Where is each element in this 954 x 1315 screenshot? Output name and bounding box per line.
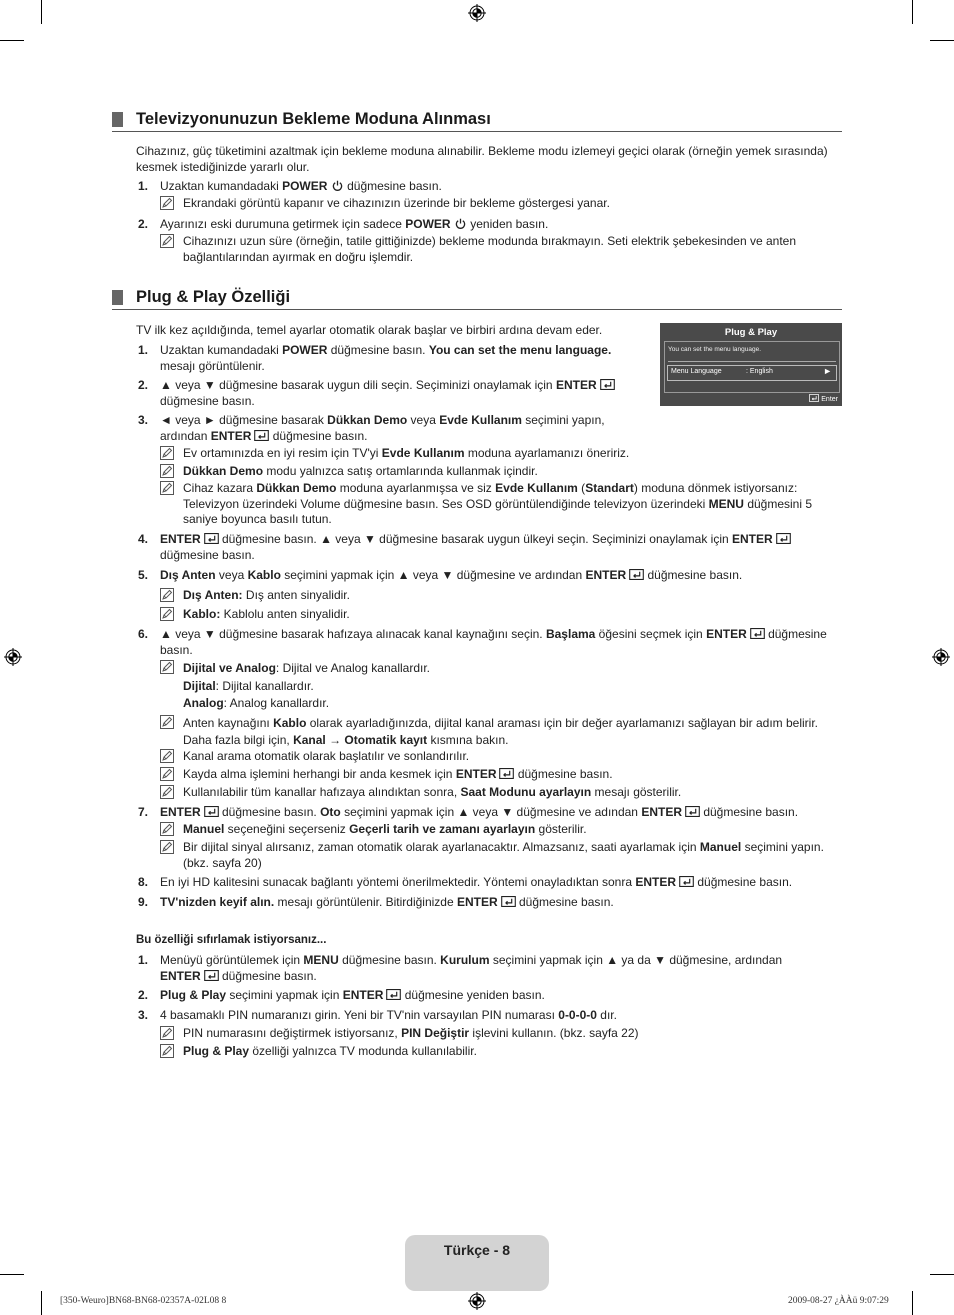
text-span: Ev ortamınızda en iyi resim için TV'yi xyxy=(183,446,382,460)
enter-key-icon xyxy=(629,569,644,580)
text-span: Evde Kullanım xyxy=(495,481,578,495)
print-slug-right: 2009-08-27 ¿ÀÀü 9:07:29 xyxy=(788,1296,889,1306)
text-span: seçimini yapmak için ▲ ya da ▼ düğmesine, ardından xyxy=(489,953,783,967)
plug-note-7a xyxy=(183,822,842,838)
step-number: 6. xyxy=(138,627,149,641)
note-pencil-icon xyxy=(160,234,174,248)
text-span: Kablo xyxy=(273,716,307,730)
crop-mark xyxy=(41,0,42,24)
note-pencil-icon xyxy=(160,1044,174,1058)
text-span: ENTER xyxy=(455,767,497,781)
text-span: Manuel xyxy=(699,840,742,854)
note-pencil-icon xyxy=(160,785,174,799)
registration-mark-icon xyxy=(468,1292,486,1310)
text-span: öğesini seçmek için xyxy=(595,627,707,641)
text-span: Dış Anten xyxy=(160,568,216,582)
text-span: Cihaz kazara xyxy=(183,481,257,495)
osd-enter-hint xyxy=(809,394,838,403)
plug-step-1 xyxy=(160,343,640,374)
text-span: ENTER xyxy=(160,968,201,983)
text-span: ENTER xyxy=(732,532,773,546)
enter-key-icon xyxy=(254,430,269,441)
section-title-plug-play xyxy=(112,287,842,310)
title-bar-marker xyxy=(112,112,123,127)
enter-key-icon xyxy=(386,989,401,1000)
plug-step-7 xyxy=(160,805,842,821)
text-span: POWER xyxy=(405,217,451,231)
plug-note-6e xyxy=(183,785,842,801)
text-span: Plug & Play xyxy=(183,1044,250,1058)
note-pencil-icon xyxy=(160,446,174,460)
step-number: 2. xyxy=(138,988,149,1002)
text-span: düğmesini 5 saniye boyunca basılı tutun. xyxy=(183,496,813,526)
text-span: düğmesine basın. xyxy=(338,953,441,967)
step-number: 1. xyxy=(138,343,149,357)
crop-mark xyxy=(0,1274,24,1275)
osd-divider xyxy=(668,361,836,362)
reset-note-1 xyxy=(183,1026,842,1042)
text-span: ENTER xyxy=(210,428,252,443)
note-pencil-icon xyxy=(160,749,174,763)
plug-note-7b xyxy=(183,840,842,871)
text-span: Dış anten sinyalidir. xyxy=(242,588,350,602)
text-span: TV'nizden keyif alın. xyxy=(160,895,275,909)
osd-plug-play-screen xyxy=(660,323,842,406)
text-span: Bir dijital sinyal alırsanız, zaman otomatik olarak ayarlanacaktır. Almazsanız, saati ayarlamak için xyxy=(183,840,700,854)
text-span: mesajı görüntülenir. Bitirdiğinizde xyxy=(274,895,457,909)
plug-step-9 xyxy=(160,895,842,911)
plug-step-6 xyxy=(160,627,842,658)
text-span: düğmesine basın. xyxy=(343,179,442,193)
plug-play-intro: TV ilk kez açıldığında, temel ayarlar otomatik olarak başlar ve birbiri ardına devam eder. xyxy=(136,323,603,337)
text-span: Kablo xyxy=(247,568,281,582)
enter-key-icon xyxy=(499,768,514,779)
text-span: Kurulum xyxy=(440,953,490,967)
reset-step-3 xyxy=(160,1008,842,1024)
text-span: ▲ veya ▼ düğmesine basarak uygun dili seçin. Seçiminizi onaylamak için xyxy=(160,378,556,392)
text-span: moduna ayarlanmışsa ve siz xyxy=(336,481,496,495)
registration-mark-icon xyxy=(468,4,486,22)
note-pencil-icon xyxy=(160,840,174,854)
text-span: POWER xyxy=(282,179,328,193)
enter-key-icon xyxy=(600,379,615,390)
text-span: olarak ayarladığınızda, dijital kanal araması için bir değer ayarlamanızı sağlayan bir adım belirir. Daha fazla bilgi için, xyxy=(183,716,819,747)
step-number: 3. xyxy=(138,1008,149,1022)
enter-key-icon xyxy=(204,533,219,544)
text-span: Otomatik kayıt xyxy=(344,733,428,747)
text-span: Dükkan Demo xyxy=(327,413,408,427)
enter-key-icon xyxy=(809,394,819,402)
crop-mark xyxy=(0,40,24,41)
plug-step-8 xyxy=(160,875,842,891)
plug-note-6a xyxy=(183,660,842,713)
text-span: gösterilir. xyxy=(535,822,587,836)
note-pencil-icon xyxy=(160,481,174,495)
text-span: Enter xyxy=(821,396,838,403)
text-span: En iyi HD kalitesini sunacak bağlantı yöntemi önerilmektedir. Yöntemi onayladıktan sonra xyxy=(160,875,636,889)
osd-menu-language-row xyxy=(667,365,837,381)
text-span: seçimini yapmak için xyxy=(226,988,343,1002)
osd-menu-label: Menu Language xyxy=(671,368,722,375)
text-span: Kullanılabilir tüm kanallar hafızaya alındıktan sonra, xyxy=(183,785,461,799)
text-span: Uzaktan kumandadaki xyxy=(160,179,283,193)
text-span: düğmesine basın. xyxy=(218,805,321,819)
text-span: yeniden basın. xyxy=(466,217,549,231)
text-span: POWER xyxy=(282,343,328,357)
text-span: dır. xyxy=(596,1008,617,1022)
text-span: Uzaktan kumandadaki xyxy=(160,343,283,357)
standby-note-1: Ekrandaki görüntü kapanır ve cihazınızın üzerinde bir bekleme göstergesi yanar. xyxy=(183,196,610,210)
text-span: ▲ veya ▼ düğmesine basarak hafızaya alınacak kanal kaynağını seçin. xyxy=(160,627,546,641)
text-span: : Dijital kanallardır. xyxy=(215,678,314,693)
text-span: düğmesine basın. xyxy=(218,968,317,983)
text-span: düğmesine yeniden basın. xyxy=(401,988,545,1002)
text-span: özelliği yalnızca TV modunda kullanılabilir. xyxy=(249,1044,477,1058)
text-span: seçimini yapın. (bkz. sayfa 20) xyxy=(183,840,824,870)
text-span: seçimini yapmak için ▲ veya ▼ düğmesine ve adından xyxy=(340,805,642,819)
note-pencil-icon xyxy=(160,660,174,674)
print-slug-left: [350-Weuro]BN68-BN68-02357A-02L08 8 xyxy=(60,1296,227,1306)
text-span: moduna ayarlamanızı öneririz. xyxy=(464,446,630,460)
text-span: düğmesine basın. xyxy=(699,805,799,819)
step-number: 1. xyxy=(138,953,149,967)
plug-note-6c: Kanal arama otomatik olarak başlatılır ve sonlandırılır. xyxy=(183,749,470,763)
power-icon xyxy=(455,218,466,229)
text-span: düğmesine basın. xyxy=(160,627,827,657)
text-span: Kayda alma işlemini herhangi bir anda kesmek için xyxy=(183,767,456,781)
plug-note-3b xyxy=(183,464,842,480)
enter-key-icon xyxy=(776,533,791,544)
osd-panel xyxy=(664,341,840,393)
text-span: düğmesine basın. xyxy=(515,895,614,909)
osd-menu-value: : English xyxy=(746,368,773,375)
plug-step-3 xyxy=(160,413,640,444)
note-pencil-icon xyxy=(160,588,174,602)
section-title-text: Televizyonunuzun Bekleme Moduna Alınması xyxy=(136,110,491,128)
reset-step-2 xyxy=(160,988,842,1004)
text-span: Dijital ve Analog xyxy=(183,661,276,675)
text-span: Ayarınızı eski durumuna getirmek için sadece xyxy=(160,217,406,231)
text-span: ENTER xyxy=(635,875,677,889)
text-span: ) moduna dönmek istiyorsanız: Televizyon üzerindeki Volume düğmesine basın. Ses OSD görüntülendiğinde televizyon üzerindeki xyxy=(183,481,798,511)
note-pencil-icon xyxy=(160,607,174,621)
section-title-standby xyxy=(112,109,842,132)
text-span: ENTER xyxy=(342,988,384,1002)
enter-key-icon xyxy=(679,876,694,887)
crop-mark xyxy=(912,1291,913,1315)
text-span: Geçerli tarih ve zamanı ayarlayın xyxy=(349,822,536,836)
plug-note-5a xyxy=(183,588,842,604)
text-span: Oto xyxy=(320,805,341,819)
reset-note-2 xyxy=(183,1044,842,1060)
standby-step-2 xyxy=(160,217,842,233)
step-number: 2. xyxy=(138,378,149,392)
text-span: : Analog kanallardır. xyxy=(223,696,330,710)
text-span: veya xyxy=(215,568,248,582)
text-span: mesajı gösterilir. xyxy=(591,785,682,799)
note-pencil-icon xyxy=(160,196,174,210)
note-pencil-icon xyxy=(160,822,174,836)
text-span: MENU xyxy=(303,953,339,967)
plug-note-6b xyxy=(183,715,842,749)
text-span: ENTER xyxy=(706,627,747,641)
text-span: seçeneğini seçerseniz xyxy=(224,822,350,836)
page-number-tab xyxy=(405,1235,549,1291)
text-span: PIN Değiştir xyxy=(401,1026,470,1040)
text-span: düğmesine basın. xyxy=(160,393,255,408)
text-span: seçimini yapmak için ▲ veya ▼ düğmesine ve ardından xyxy=(280,568,586,582)
text-span: işlevini kullanın. (bkz. sayfa 22) xyxy=(469,1026,639,1040)
text-span: Menüyü görüntülemek için xyxy=(160,953,304,967)
text-span: Evde Kullanım xyxy=(439,413,522,427)
text-span: Kanal xyxy=(293,733,326,747)
text-span: ENTER xyxy=(160,532,201,546)
text-span: Kablolu anten sinyalidir. xyxy=(220,607,350,621)
step-number: 4. xyxy=(138,532,149,546)
text-span: Manuel xyxy=(183,822,225,836)
text-span: Dükkan Demo xyxy=(256,481,337,495)
note-pencil-icon xyxy=(160,767,174,781)
text-span: düğmesine basın. xyxy=(514,767,613,781)
text-span: You can set the menu language. xyxy=(428,343,612,357)
section-title-text: Plug & Play Özelliği xyxy=(136,288,291,306)
crop-mark xyxy=(930,40,954,41)
step-number: 8. xyxy=(138,875,149,889)
text-span: ENTER xyxy=(641,805,682,819)
plug-step-5 xyxy=(160,568,842,584)
text-span: ENTER xyxy=(585,568,627,582)
enter-key-icon xyxy=(501,896,516,907)
enter-key-icon xyxy=(204,970,219,981)
text-span: düğmesine basın. ▲ veya ▼ düğmesine basarak uygun ülkeyi seçin. Seçiminizi onaylamak için xyxy=(218,532,733,546)
standby-note-2: Cihazınızı uzun süre (örneğin, tatile gittiğinizde) bekleme modunda bırakmayın. Seti elektrik şebekesinden ve anten bağlantılarından ayırmak en doğru işlemdir. xyxy=(183,234,797,264)
step-number: 5. xyxy=(138,568,149,582)
reset-step-1 xyxy=(160,953,810,984)
text-span: düğmesine basın. xyxy=(327,343,429,357)
text-span: düğmesine basın. xyxy=(269,428,368,443)
crop-mark xyxy=(41,1291,42,1315)
enter-key-icon xyxy=(685,806,700,817)
plug-step-2 xyxy=(160,378,640,409)
text-span: ENTER xyxy=(555,378,597,392)
plug-note-3c xyxy=(183,481,842,528)
osd-message: You can set the menu language. xyxy=(668,346,761,353)
text-span: düğmesine basın. xyxy=(644,568,743,582)
title-bar-marker xyxy=(112,290,123,305)
text-span: Plug & Play xyxy=(160,988,227,1002)
step-number: 9. xyxy=(138,895,149,909)
text-span: veya xyxy=(407,413,440,427)
text-span: MENU xyxy=(708,496,744,511)
text-span: mesajı görüntülenir. xyxy=(160,358,265,373)
right-arrow-icon: ► xyxy=(823,366,832,376)
text-span: ENTER xyxy=(160,805,201,819)
text-span: kısmına bakın. xyxy=(427,733,509,747)
text-span: Evde Kullanım xyxy=(381,446,465,460)
step-number: 1. xyxy=(138,179,149,193)
text-span: Analog xyxy=(183,696,224,710)
note-pencil-icon xyxy=(160,1026,174,1040)
registration-mark-icon xyxy=(932,648,950,666)
text-span: düğmesine basın. xyxy=(694,875,793,889)
osd-title: Plug & Play xyxy=(724,327,778,338)
registration-mark-icon xyxy=(4,648,22,666)
enter-key-icon xyxy=(204,806,219,817)
text-span: Kablo: xyxy=(183,607,221,621)
text-span: Dış Anten: xyxy=(183,588,243,602)
text-span: ◄ veya ► düğmesine basarak xyxy=(160,413,328,427)
step-number: 2. xyxy=(138,217,149,231)
power-icon xyxy=(332,180,343,191)
text-span: Standart xyxy=(585,481,634,495)
page-number-label: Türkçe - 8 xyxy=(443,1242,511,1258)
standby-intro: Cihazınız, güç tüketimini azaltmak için bekleme moduna alınabilir. Bekleme modu izlemeyi geçici olarak (örneğin yemek sırasında) kesmek istediğinizde yararlı olur. xyxy=(136,144,828,174)
standby-step-1 xyxy=(160,179,842,195)
text-span: ENTER xyxy=(456,895,498,909)
text-span: düğmesine basın. xyxy=(160,547,255,562)
text-span: Dükkan Demo xyxy=(183,464,264,478)
text-span: : Dijital ve Analog kanallardır. xyxy=(275,661,430,675)
step-number: 7. xyxy=(138,805,149,819)
text-span: 4 basamaklı PIN numaranızı girin. Yeni bir TV'nin varsayılan PIN numarası xyxy=(160,1008,559,1022)
text-span: PIN numarasını değiştirmek istiyorsanız, xyxy=(183,1026,402,1040)
text-span: Anten kaynağını xyxy=(183,716,274,730)
plug-note-5b xyxy=(183,607,842,623)
text-span: seçimini yapın, ardından xyxy=(160,413,605,443)
text-span: Saat Modunu ayarlayın xyxy=(460,785,592,799)
note-pencil-icon xyxy=(160,464,174,478)
text-span: → xyxy=(325,733,345,747)
note-pencil-icon xyxy=(160,715,174,729)
text-span: Dijital xyxy=(183,678,216,693)
plug-step-4 xyxy=(160,532,842,563)
plug-note-6d xyxy=(183,767,842,783)
text-span: 0-0-0-0 xyxy=(558,1008,597,1022)
reset-heading: Bu özelliği sıfırlamak istiyorsanız... xyxy=(136,934,327,946)
crop-mark xyxy=(912,0,913,24)
plug-note-3a xyxy=(183,446,842,462)
crop-mark xyxy=(930,1274,954,1275)
text-span: ( xyxy=(577,481,586,495)
text-span: Başlama xyxy=(545,627,596,641)
step-number: 3. xyxy=(138,413,149,427)
enter-key-icon xyxy=(750,628,765,639)
text-span: modu yalnızca satış ortamlarında kullanmak içindir. xyxy=(263,464,538,478)
